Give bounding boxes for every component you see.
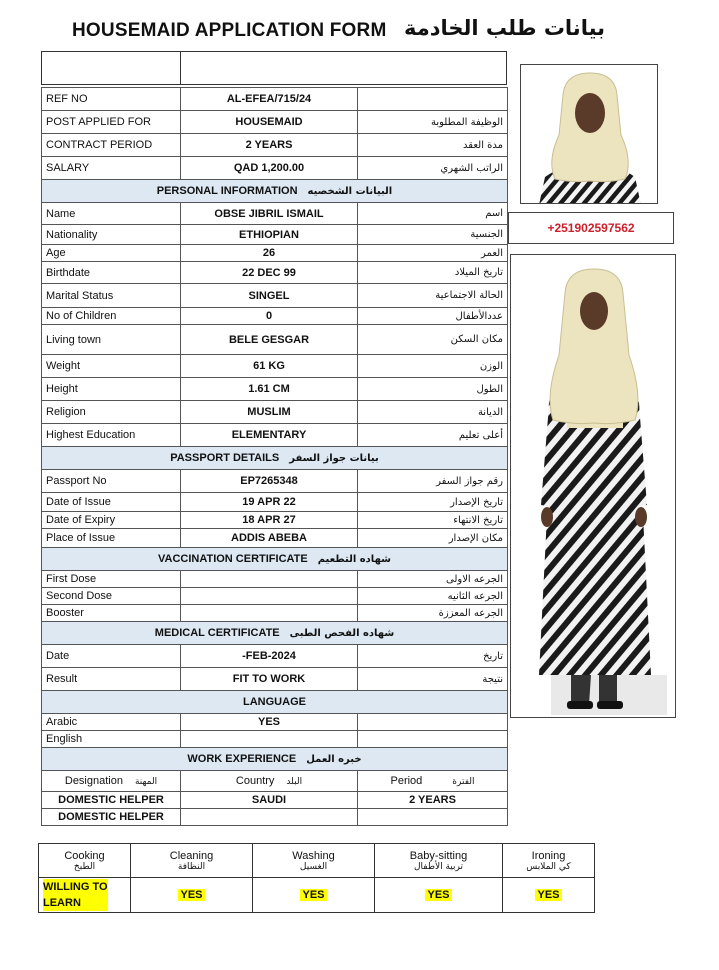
top-empty-cell xyxy=(42,52,181,84)
applicant-photo-full-body xyxy=(510,254,676,718)
salary-label: SALARY xyxy=(42,157,181,180)
table-row: Nationality ETHIOPIAN الجنسية xyxy=(42,225,508,245)
table-row: Date -FEB-2024 تاريخ xyxy=(42,645,508,668)
table-row: Name OBSE JIBRIL ISMAIL اسم xyxy=(42,203,508,225)
language-section-header: LANGUAGE xyxy=(42,691,508,714)
applicant-photo-portrait xyxy=(520,64,658,204)
table-row: Place of Issue ADDIS ABEBA مكان الإصدار xyxy=(42,529,508,548)
cleaning-value: YES xyxy=(131,878,253,913)
table-row: Result FIT TO WORK نتيجة xyxy=(42,668,508,691)
skills-value-row xyxy=(39,878,595,913)
full-body-image xyxy=(511,255,676,718)
phone-number: +251902597562 xyxy=(508,212,674,244)
ironing-value: YES xyxy=(503,878,595,913)
skill-cooking: Cooking الطبخ xyxy=(39,844,131,878)
salary-label-arabic: الراتب الشهري xyxy=(358,157,508,180)
table-row: English xyxy=(42,731,508,748)
ref-value: AL-EFEA/715/24 xyxy=(181,88,358,111)
table-row: Living town BELE GESGAR مكان السكن xyxy=(42,325,508,355)
name-value: OBSE JIBRIL ISMAIL xyxy=(181,203,358,225)
table-row: No of Children 0 عددالأطفال xyxy=(42,308,508,325)
portrait-image xyxy=(521,65,658,204)
form-title: HOUSEMAID APPLICATION FORM xyxy=(72,20,387,41)
medical-section-header: MEDICAL CERTIFICATE شهاده الفحص الطبى xyxy=(42,622,508,645)
table-row: Height 1.61 CM الطول xyxy=(42,378,508,401)
passport-section-header: PASSPORT DETAILS بيانات جواز السفر xyxy=(42,447,508,470)
washing-value: YES xyxy=(253,878,375,913)
passport-number: EP7265348 xyxy=(181,470,358,493)
table-row: Date of Expiry 18 APR 27 تاريخ الانتهاء xyxy=(42,512,508,529)
post-label: POST APPLIED FOR xyxy=(42,111,181,134)
ref-label: REF NO xyxy=(42,88,181,111)
contract-row xyxy=(42,134,508,157)
personal-section-header: PERSONAL INFORMATION البيانات الشخصيه xyxy=(42,180,508,203)
babysitting-value: YES xyxy=(375,878,503,913)
cooking-value: WILLING TO LEARN xyxy=(39,878,131,913)
skills-table xyxy=(38,843,595,913)
table-row: Date of Issue 19 APR 22 تاريخ الإصدار xyxy=(42,493,508,512)
application-table xyxy=(41,87,508,826)
skill-babysitting: Baby-sitting تربية الأطفال xyxy=(375,844,503,878)
skill-washing: Washing الغسيل xyxy=(253,844,375,878)
vaccination-section-header: VACCINATION CERTIFICATE شهاده التطعيم xyxy=(42,548,508,571)
work-column-headers: Designation المهنة Country البلد Period الفترة xyxy=(42,771,508,792)
table-row: Religion MUSLIM الديانة xyxy=(42,401,508,424)
table-row: Booster الجرعه المعززة xyxy=(42,605,508,622)
table-row: Arabic YES xyxy=(42,714,508,731)
post-value: HOUSEMAID xyxy=(181,111,358,134)
salary-row xyxy=(42,157,508,180)
top-empty-box xyxy=(41,51,507,85)
contract-value: 2 YEARS xyxy=(181,134,358,157)
contract-label-arabic: مدة العقد xyxy=(358,134,508,157)
table-row: Passport No EP7265348 رقم جواز السفر xyxy=(42,470,508,493)
work-section-header: WORK EXPERIENCE خبره العمل xyxy=(42,748,508,771)
skills-header-row xyxy=(39,844,595,878)
post-label-arabic: الوظيفة المطلوبة xyxy=(358,111,508,134)
table-row: Birthdate 22 DEC 99 تاريخ الميلاد xyxy=(42,262,508,284)
table-row: DOMESTIC HELPER SAUDI 2 YEARS xyxy=(42,792,508,809)
skill-cleaning: Cleaning النظافة xyxy=(131,844,253,878)
table-row: Age 26 العمر xyxy=(42,245,508,262)
table-row: Second Dose الجرعه الثانيه xyxy=(42,588,508,605)
table-row: Weight 61 KG الوزن xyxy=(42,355,508,378)
table-row: Highest Education ELEMENTARY أعلى تعليم xyxy=(42,424,508,447)
salary-value: QAD 1,200.00 xyxy=(181,157,358,180)
table-row: First Dose الجرعه الاولى xyxy=(42,571,508,588)
table-row: DOMESTIC HELPER xyxy=(42,809,508,826)
skill-ironing: Ironing كي الملابس xyxy=(503,844,595,878)
post-row xyxy=(42,111,508,134)
contract-label: CONTRACT PERIOD xyxy=(42,134,181,157)
form-title-arabic: بيانات طلب الخادمة xyxy=(404,16,606,40)
ref-row xyxy=(42,88,508,111)
table-row: Marital Status SINGEL الحالة الاجتماعية xyxy=(42,284,508,308)
top-empty-cell xyxy=(181,52,506,84)
